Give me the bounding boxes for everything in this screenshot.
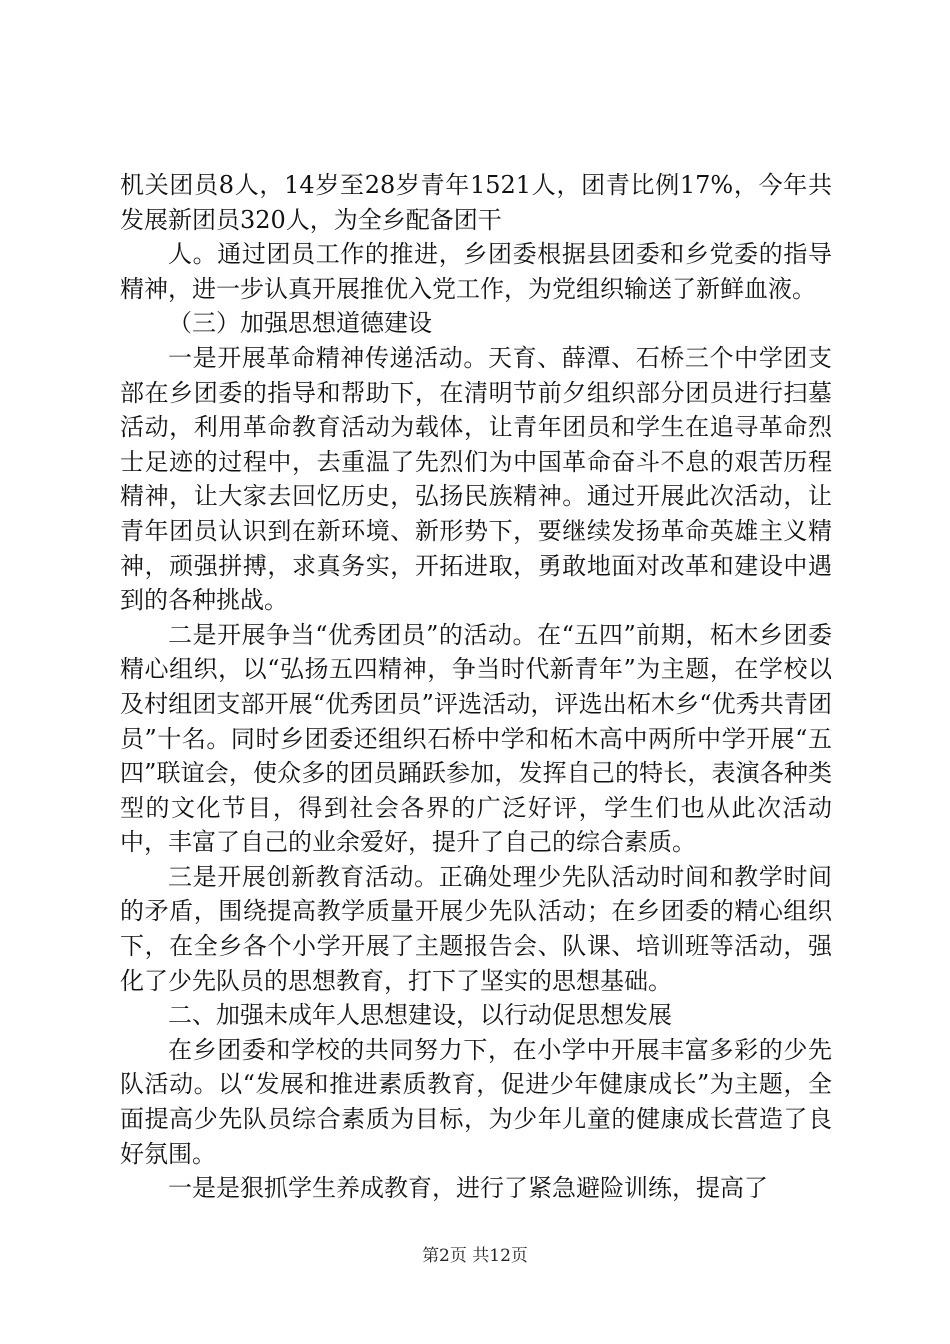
- page-number-footer: 第2页 共12页: [422, 1246, 528, 1266]
- section-heading-minors: 二、加强未成年人思想建设，以行动促思想发展: [168, 1001, 672, 1030]
- paragraph-young-pioneers: 在乡团委和学校的共同努力下，在小学中开展丰富多彩的少先队活动。以“发展和推进素质教育，促进少年健康成长”为主题，全面提高少先队员综合素质为目标，为少年儿童的健康成长营造了良好氛围。: [120, 1035, 832, 1168]
- document-body: [120, 168, 832, 1206]
- paragraph-habit-education: 一是是狠抓学生养成教育，进行了紧急避险训练，提高了: [168, 1174, 768, 1203]
- section-heading-moral-construction: （三）加强思想道德建设: [168, 309, 432, 338]
- paragraph-statistics: 机关团员8人，14岁至28岁青年1521人，团青比例17%，今年共发展新团员320人，为全乡配备团干: [120, 171, 832, 234]
- paragraph-party-recommendation: 人。通过团员工作的推进，乡团委根据县团委和乡党委的指导精神，进一步认真开展推优入党工作，为党组织输送了新鲜血液。: [120, 240, 832, 303]
- paragraph-excellent-member: 二是开展争当“优秀团员”的活动。在“五四”前期，柘木乡团委精心组织，以“弘扬五四精神，争当时代新青年”为主题，在学校以及村组团支部开展“优秀团员”评选活动，评选出柘木乡“优秀共青团员”十名。同时乡团委还组织石桥中学和柘木高中两所中学开展“五四”联谊会，使众多的团员踊跃参加，发挥自己的特长，表演各种类型的文化节目，得到社会各界的广泛好评，学生们也从此次活动中，丰富了自己的业余爱好，提升了自己的综合素质。: [120, 620, 832, 857]
- paragraph-revolutionary-spirit: 一是开展革命精神传递活动。天育、薛潭、石桥三个中学团支部在乡团委的指导和帮助下，在清明节前夕组织部分团员进行扫墓活动，利用革命教育活动为载体，让青年团员和学生在追寻革命烈士足迹的过程中，去重温了先烈们为中国革命奋斗不息的艰苦历程精神，让大家去回忆历史，弘扬民族精神。通过开展此次活动，让青年团员认识到在新环境、新形势下，要继续发扬革命英雄主义精神，顽强拼搏，求真务实，开拓进取，勇敢地面对改革和建设中遇到的各种挑战。: [120, 343, 832, 615]
- paragraph-innovative-education: 三是开展创新教育活动。正确处理少先队活动时间和教学时间的矛盾，围绕提高教学质量开展少先队活动；在乡团委的精心组织下，在全乡各个小学开展了主题报告会、队课、培训班等活动，强化了少先队员的思想教育，打下了坚实的思想基础。: [120, 862, 832, 995]
